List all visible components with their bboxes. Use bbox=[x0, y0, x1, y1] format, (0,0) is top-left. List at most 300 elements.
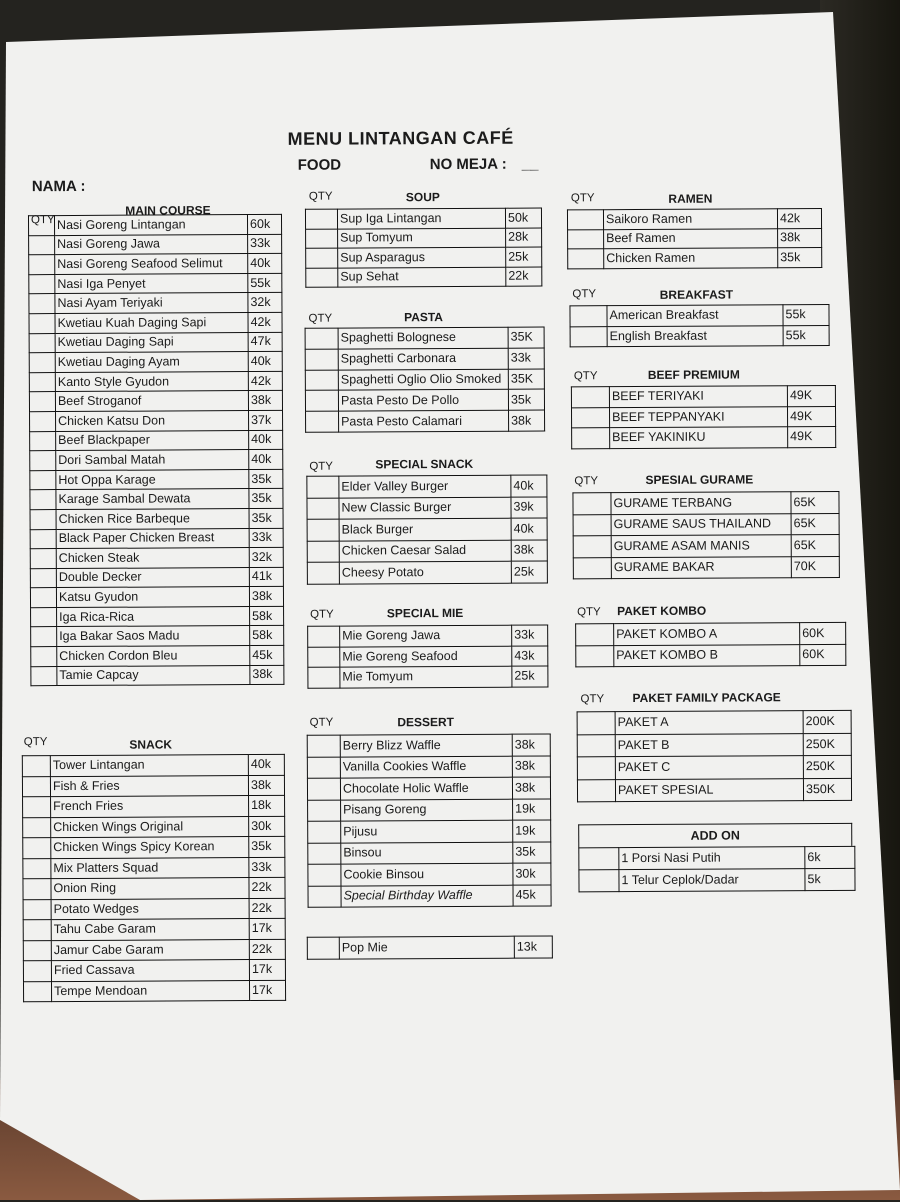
item-price: 6k bbox=[805, 846, 855, 868]
item-name: GURAME BAKAR bbox=[611, 556, 791, 578]
item-price: 22k bbox=[506, 267, 542, 287]
item-price: 18k bbox=[249, 795, 285, 816]
section-title-special-mie: SPECIAL MIE bbox=[386, 605, 464, 621]
item-name: New Classic Burger bbox=[339, 497, 511, 519]
qty-cell[interactable] bbox=[30, 529, 56, 549]
qty-cell[interactable] bbox=[305, 370, 338, 391]
menu-row bbox=[573, 556, 839, 579]
item-price: 38k bbox=[512, 734, 550, 756]
item-name: Chicken Wings Spicy Korean bbox=[51, 837, 249, 859]
item-name: Katsu Gyudon bbox=[56, 587, 249, 608]
qty-cell[interactable] bbox=[308, 667, 340, 688]
qty-cell[interactable] bbox=[30, 588, 56, 608]
qty-cell[interactable] bbox=[22, 776, 50, 797]
qty-cell[interactable] bbox=[307, 519, 339, 541]
item-name: Tempe Mendoan bbox=[51, 980, 249, 1002]
qty-cell[interactable] bbox=[30, 412, 56, 432]
qty-cell[interactable] bbox=[22, 756, 50, 777]
table-body bbox=[567, 209, 821, 269]
menu-row bbox=[307, 518, 547, 541]
item-price: 55k bbox=[783, 325, 829, 346]
item-price: 49K bbox=[787, 406, 835, 427]
item-price: 49K bbox=[787, 385, 835, 406]
item-name: PAKET KOMBO B bbox=[614, 644, 800, 666]
qty-cell[interactable] bbox=[579, 870, 619, 892]
item-price: 35k bbox=[249, 836, 285, 857]
qty-cell[interactable] bbox=[570, 326, 607, 347]
menu-row bbox=[305, 369, 544, 391]
item-price: 43k bbox=[512, 645, 548, 666]
qty-cell[interactable] bbox=[31, 666, 57, 686]
item-name: English Breakfast bbox=[607, 325, 783, 346]
qty-cell[interactable] bbox=[568, 249, 604, 269]
item-price: 250K bbox=[803, 733, 851, 756]
qty-cell[interactable] bbox=[30, 431, 56, 451]
section-title-beef-premium: BEEF PREMIUM bbox=[647, 367, 740, 382]
qty-cell[interactable] bbox=[571, 407, 609, 428]
qty-cell[interactable] bbox=[573, 536, 611, 558]
item-name: Chicken Ramen bbox=[604, 248, 778, 268]
section-title-ramen: RAMEN bbox=[668, 191, 713, 206]
menu-row bbox=[28, 214, 281, 235]
item-name: Pasta Pesto De Pollo bbox=[338, 390, 508, 412]
item-name: Kwetiau Daging Sapi bbox=[55, 332, 248, 353]
menu-row bbox=[29, 371, 282, 392]
item-price: 200K bbox=[803, 710, 851, 733]
item-name: Spaghetti Bolognese bbox=[338, 327, 508, 349]
qty-cell[interactable] bbox=[305, 349, 338, 370]
menu-row bbox=[570, 325, 829, 347]
item-price: 55k bbox=[783, 305, 829, 326]
item-price: 28k bbox=[506, 228, 542, 248]
qty-cell[interactable] bbox=[572, 428, 610, 449]
item-name: GURAME SAUS THAILAND bbox=[611, 513, 791, 535]
qty-cell[interactable] bbox=[23, 940, 51, 961]
table-main-course bbox=[28, 214, 284, 687]
section-title-soup: SOUP bbox=[405, 190, 440, 205]
item-name: Saikoro Ramen bbox=[603, 209, 777, 229]
menu-row bbox=[577, 710, 851, 734]
table-dessert bbox=[307, 733, 552, 907]
qty-cell[interactable] bbox=[30, 490, 56, 510]
qty-cell[interactable] bbox=[307, 757, 340, 779]
item-price: 19k bbox=[513, 798, 551, 820]
qty-cell[interactable] bbox=[29, 294, 55, 314]
section-title-spesial-gurame: SPESIAL GURAME bbox=[645, 472, 754, 487]
qty-cell[interactable] bbox=[307, 937, 339, 959]
menu-row bbox=[30, 547, 283, 568]
menu-row bbox=[22, 754, 284, 776]
menu-row bbox=[30, 567, 283, 588]
qty-label: QTY bbox=[580, 693, 605, 706]
item-price: 58k bbox=[250, 626, 284, 646]
qty-cell[interactable] bbox=[305, 328, 338, 349]
menu-row bbox=[308, 625, 548, 647]
item-price: 40k bbox=[248, 352, 282, 372]
item-name: Berry Blizz Waffle bbox=[340, 734, 512, 756]
item-price: 41k bbox=[249, 567, 283, 587]
qty-cell[interactable] bbox=[31, 647, 57, 667]
menu-row bbox=[568, 248, 822, 269]
item-price: 33k bbox=[249, 528, 283, 548]
qty-cell[interactable] bbox=[573, 557, 611, 579]
item-price: 17k bbox=[249, 980, 285, 1001]
menu-row bbox=[571, 385, 835, 407]
item-name: Chicken Katsu Don bbox=[56, 410, 249, 431]
qty-cell[interactable] bbox=[29, 274, 55, 294]
qty-cell[interactable] bbox=[305, 209, 337, 229]
qty-label: QTY bbox=[577, 606, 601, 619]
table-body bbox=[308, 625, 548, 688]
item-name: Fried Cassava bbox=[51, 960, 249, 982]
qty-cell[interactable] bbox=[23, 920, 51, 941]
qty-cell[interactable] bbox=[571, 387, 609, 408]
table-ramen bbox=[567, 208, 822, 269]
item-name: Dori Sambal Matah bbox=[56, 450, 249, 471]
menu-row bbox=[30, 410, 283, 431]
table-body bbox=[305, 327, 545, 432]
item-name: BEEF TERIYAKI bbox=[609, 386, 787, 407]
menu-row bbox=[29, 352, 282, 373]
menu-row bbox=[573, 491, 839, 514]
menu-row bbox=[305, 208, 541, 229]
qty-cell[interactable] bbox=[579, 848, 619, 870]
qty-cell[interactable] bbox=[308, 800, 341, 822]
table-number-blank: __ bbox=[521, 155, 539, 173]
item-name: Fish & Fries bbox=[50, 775, 248, 797]
item-price: 47k bbox=[248, 332, 282, 352]
item-name: Potato Wedges bbox=[51, 898, 249, 920]
qty-cell[interactable] bbox=[308, 886, 341, 908]
table-paket-family bbox=[577, 710, 852, 802]
qty-label: QTY bbox=[23, 736, 48, 749]
menu-row bbox=[23, 877, 285, 899]
menu-row bbox=[29, 332, 282, 353]
table-body bbox=[577, 710, 851, 801]
item-name: Chicken Cordon Bleu bbox=[57, 646, 250, 667]
qty-cell[interactable] bbox=[23, 858, 51, 879]
qty-cell[interactable] bbox=[307, 541, 339, 563]
qty-label: QTY bbox=[310, 608, 334, 621]
menu-row bbox=[23, 898, 285, 920]
qty-cell[interactable] bbox=[306, 411, 339, 432]
menu-row bbox=[30, 587, 283, 608]
qty-cell[interactable] bbox=[29, 333, 55, 353]
item-name: Black Paper Chicken Breast bbox=[56, 528, 249, 549]
qty-cell[interactable] bbox=[308, 647, 340, 668]
menu-row bbox=[307, 561, 547, 584]
item-name: Nasi Goreng Seafood Selimut bbox=[55, 254, 248, 275]
item-price: 38k bbox=[248, 391, 282, 411]
item-price: 60k bbox=[247, 214, 281, 234]
qty-cell[interactable] bbox=[29, 372, 55, 392]
menu-row bbox=[22, 775, 284, 797]
item-price: 35k bbox=[249, 508, 283, 528]
item-price: 17k bbox=[249, 959, 285, 980]
menu-row bbox=[305, 389, 544, 411]
qty-cell[interactable] bbox=[577, 779, 615, 802]
qty-cell[interactable] bbox=[23, 981, 51, 1002]
item-name: Pasta Pesto Calamari bbox=[339, 410, 509, 432]
item-price: 350K bbox=[803, 778, 851, 801]
table-pasta bbox=[305, 327, 546, 433]
qty-cell[interactable] bbox=[30, 549, 56, 569]
item-price: 60K bbox=[800, 622, 846, 644]
qty-cell[interactable] bbox=[573, 493, 611, 515]
qty-cell[interactable] bbox=[307, 778, 340, 800]
item-price: 38k bbox=[248, 775, 284, 796]
qty-cell[interactable] bbox=[23, 879, 51, 900]
table-body bbox=[307, 475, 548, 584]
item-price: 33k bbox=[249, 857, 285, 878]
item-name: Mie Goreng Seafood bbox=[340, 646, 512, 667]
item-name: Vanilla Cookies Waffle bbox=[340, 756, 512, 778]
qty-cell[interactable] bbox=[23, 838, 51, 859]
qty-cell[interactable] bbox=[577, 734, 615, 757]
qty-cell[interactable] bbox=[576, 645, 614, 667]
qty-cell[interactable] bbox=[31, 607, 57, 627]
item-price: 32k bbox=[248, 293, 282, 313]
item-price: 35k bbox=[513, 841, 551, 863]
item-name: Mie Goreng Jawa bbox=[340, 625, 512, 646]
item-price: 45k bbox=[513, 884, 551, 906]
qty-cell[interactable] bbox=[31, 627, 57, 647]
menu-row bbox=[306, 267, 542, 288]
menu-row bbox=[30, 528, 283, 549]
item-price: 25k bbox=[511, 561, 547, 583]
item-name: PAKET B bbox=[615, 733, 803, 756]
item-price: 22k bbox=[249, 877, 285, 898]
qty-cell[interactable] bbox=[306, 268, 338, 288]
item-price: 25k bbox=[506, 247, 542, 267]
qty-cell[interactable] bbox=[305, 390, 338, 411]
qty-cell[interactable] bbox=[23, 817, 51, 838]
menu-row bbox=[308, 666, 548, 688]
qty-cell[interactable] bbox=[306, 248, 338, 268]
menu-row bbox=[23, 857, 285, 879]
menu-row bbox=[579, 846, 855, 869]
menu-row bbox=[308, 863, 551, 886]
menu-row bbox=[579, 868, 855, 891]
table-body bbox=[22, 754, 285, 1001]
table-beef-premium bbox=[571, 385, 836, 449]
item-price: 13k bbox=[514, 936, 552, 958]
table-snack bbox=[22, 754, 286, 1002]
qty-label: QTY bbox=[574, 475, 599, 488]
qty-cell[interactable] bbox=[23, 797, 51, 818]
menu-row bbox=[307, 777, 550, 800]
qty-cell[interactable] bbox=[30, 470, 56, 490]
table-special-mie bbox=[307, 624, 548, 688]
menu-row bbox=[31, 606, 284, 627]
item-price: 60K bbox=[800, 644, 846, 666]
qty-cell[interactable] bbox=[308, 864, 341, 886]
table-body bbox=[573, 491, 839, 578]
qty-label: QTY bbox=[570, 192, 595, 205]
item-name: Kwetiau Kuah Daging Sapi bbox=[55, 313, 248, 334]
item-name: Karage Sambal Dewata bbox=[56, 489, 249, 510]
item-name: Iga Rica-Rica bbox=[57, 606, 250, 627]
qty-cell[interactable] bbox=[30, 568, 56, 588]
item-name: Chicken Wings Original bbox=[51, 816, 249, 838]
item-name: Spaghetti Carbonara bbox=[338, 348, 508, 370]
item-price: 30k bbox=[249, 816, 285, 837]
qty-cell[interactable] bbox=[29, 314, 55, 334]
item-price: 38k bbox=[511, 539, 547, 561]
item-name: Elder Valley Burger bbox=[339, 475, 511, 497]
qty-cell[interactable] bbox=[308, 843, 341, 865]
item-price: 35K bbox=[508, 327, 544, 348]
item-price: 39k bbox=[511, 496, 547, 518]
menu-row bbox=[29, 273, 282, 294]
menu-row bbox=[308, 645, 548, 667]
item-name: Beef Blackpaper bbox=[56, 430, 249, 451]
item-name: Chicken Rice Barbeque bbox=[56, 508, 249, 529]
qty-cell[interactable] bbox=[308, 821, 341, 843]
table-soup bbox=[305, 208, 542, 288]
qty-cell[interactable] bbox=[577, 712, 615, 735]
qty-cell[interactable] bbox=[577, 757, 615, 780]
item-price: 38k bbox=[512, 777, 550, 799]
item-price: 35K bbox=[508, 369, 544, 390]
qty-cell[interactable] bbox=[570, 306, 607, 327]
qty-cell[interactable] bbox=[573, 514, 611, 536]
item-price: 22k bbox=[249, 939, 285, 960]
item-name: Nasi Goreng Jawa bbox=[55, 234, 248, 255]
item-name: Nasi Ayam Teriyaki bbox=[55, 293, 248, 314]
table-body bbox=[305, 208, 541, 287]
qty-label: QTY bbox=[30, 214, 55, 227]
item-name: Pisang Goreng bbox=[341, 799, 513, 821]
item-name: Pijusu bbox=[341, 820, 513, 842]
item-price: 45k bbox=[250, 645, 284, 665]
qty-cell[interactable] bbox=[29, 392, 55, 412]
table-body bbox=[570, 305, 829, 347]
item-price: 50k bbox=[505, 208, 541, 228]
item-price: 65K bbox=[791, 534, 839, 556]
qty-cell[interactable] bbox=[567, 210, 603, 230]
table-body bbox=[576, 622, 846, 666]
item-name: Chicken Steak bbox=[56, 548, 249, 569]
item-price: 40k bbox=[249, 430, 283, 450]
item-name: Beef Ramen bbox=[604, 228, 778, 248]
item-name: Mie Tomyum bbox=[340, 666, 512, 687]
item-price: 30k bbox=[513, 863, 551, 885]
item-name: Cheesy Potato bbox=[339, 561, 511, 583]
qty-label: QTY bbox=[308, 190, 333, 203]
menu-row bbox=[307, 475, 547, 498]
menu-row bbox=[577, 733, 851, 757]
item-name: Kanto Style Gyudon bbox=[55, 371, 248, 392]
item-price: 38k bbox=[512, 755, 550, 777]
qty-cell[interactable] bbox=[23, 899, 51, 920]
qty-cell[interactable] bbox=[307, 735, 340, 757]
qty-cell[interactable] bbox=[30, 509, 56, 529]
menu-row bbox=[31, 645, 284, 666]
item-price: 42k bbox=[248, 312, 282, 332]
section-title-pasta: PASTA bbox=[404, 310, 443, 325]
menu-row bbox=[29, 254, 282, 275]
item-name: Special Birthday Waffle bbox=[341, 885, 513, 907]
menu-row bbox=[307, 496, 547, 519]
item-price: 33k bbox=[248, 234, 282, 254]
menu-row bbox=[23, 816, 285, 838]
qty-cell[interactable] bbox=[29, 353, 55, 373]
qty-cell[interactable] bbox=[30, 451, 56, 471]
menu-row bbox=[30, 430, 283, 451]
item-price: 33k bbox=[512, 625, 548, 646]
menu-row bbox=[23, 980, 285, 1002]
qty-cell[interactable] bbox=[307, 476, 339, 498]
menu-row bbox=[570, 305, 829, 327]
menu-row bbox=[30, 469, 283, 490]
qty-cell[interactable] bbox=[306, 229, 338, 249]
qty-cell[interactable] bbox=[28, 216, 54, 236]
qty-label: QTY bbox=[309, 716, 334, 729]
menu-row bbox=[30, 508, 283, 529]
item-name: BEEF YAKINIKU bbox=[610, 427, 788, 448]
item-name: Sup Sehat bbox=[338, 267, 506, 287]
table-special-snack bbox=[306, 474, 548, 584]
section-title-add-on: ADD ON bbox=[578, 823, 852, 847]
menu-row bbox=[23, 836, 285, 858]
item-name: Black Burger bbox=[339, 518, 511, 540]
qty-cell[interactable] bbox=[308, 626, 340, 647]
item-price: 33k bbox=[508, 348, 544, 369]
item-price: 65K bbox=[791, 513, 839, 535]
table-paket-kombo bbox=[575, 622, 846, 667]
item-price: 5k bbox=[805, 868, 855, 890]
item-price: 40k bbox=[248, 754, 284, 775]
qty-cell[interactable] bbox=[29, 235, 55, 255]
item-name: Chicken Caesar Salad bbox=[339, 540, 511, 562]
item-price: 65K bbox=[791, 491, 839, 513]
qty-cell[interactable] bbox=[307, 498, 339, 520]
menu-row bbox=[567, 209, 821, 230]
menu-row bbox=[576, 622, 846, 645]
item-name: Nasi Goreng Lintangan bbox=[54, 215, 247, 236]
item-price: 37k bbox=[249, 410, 283, 430]
menu-row bbox=[307, 539, 547, 562]
item-name: Hot Oppa Karage bbox=[56, 469, 249, 490]
item-name: GURAME ASAM MANIS bbox=[611, 535, 791, 557]
item-name: Jamur Cabe Garam bbox=[51, 939, 249, 961]
qty-cell[interactable] bbox=[576, 624, 614, 646]
qty-cell[interactable] bbox=[29, 255, 55, 275]
item-price: 38k bbox=[778, 228, 822, 248]
qty-cell[interactable] bbox=[23, 961, 51, 982]
menu-row bbox=[31, 626, 284, 647]
item-price: 35k bbox=[249, 489, 283, 509]
item-name: 1 Telur Ceplok/Dadar bbox=[619, 869, 805, 892]
menu-row bbox=[573, 534, 839, 557]
menu-row bbox=[306, 228, 542, 249]
menu-row bbox=[31, 665, 284, 686]
qty-cell[interactable] bbox=[307, 562, 339, 584]
item-name: Spaghetti Oglio Olio Smoked bbox=[338, 369, 508, 391]
table-spesial-gurame bbox=[572, 491, 839, 579]
item-name: Iga Bakar Saos Madu bbox=[57, 626, 250, 647]
item-price: 40k bbox=[249, 449, 283, 469]
item-name: Sup Asparagus bbox=[338, 247, 506, 267]
menu-row bbox=[306, 410, 545, 432]
item-name: Cookie Binsou bbox=[341, 863, 513, 885]
menu-row bbox=[577, 755, 851, 779]
qty-cell[interactable] bbox=[568, 229, 604, 249]
item-price: 250K bbox=[803, 755, 851, 778]
menu-row bbox=[572, 426, 836, 448]
qty-label: QTY bbox=[573, 370, 598, 383]
